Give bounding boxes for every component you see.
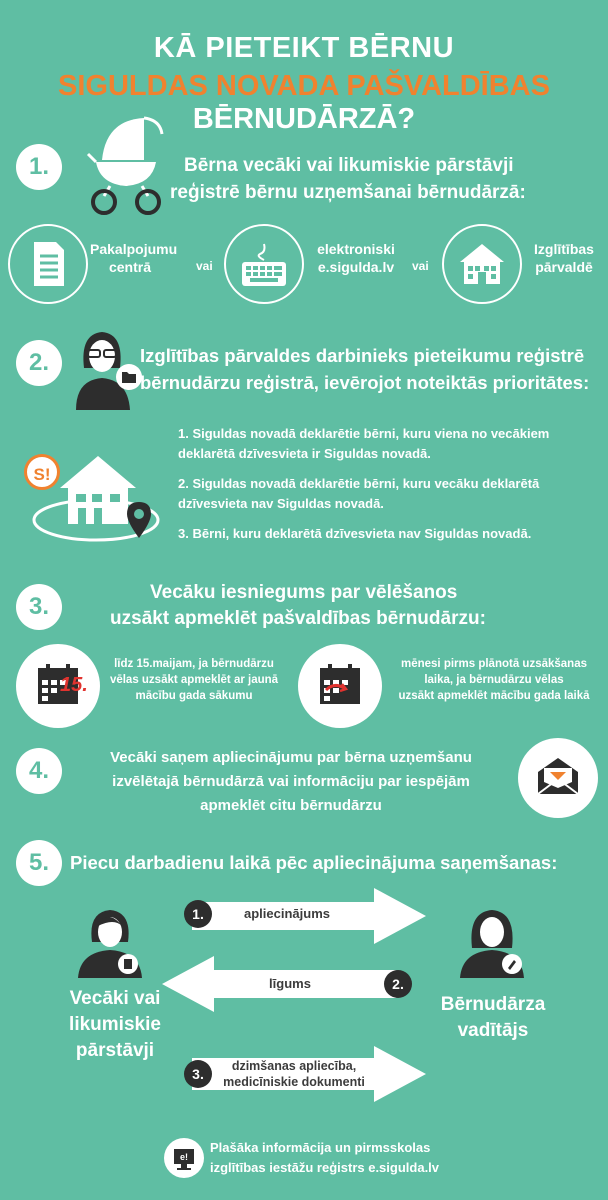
priority-1-line2: deklarētā dzīvesvieta ir Siguldas novadā. — [178, 446, 431, 461]
folder-icon — [116, 364, 142, 390]
arrow-3-label-line1: dzimšanas apliecība, — [231, 1059, 357, 1073]
priority-1-line1: 1. Siguldas novadā deklarētie bērni, kuru viena no vecākiem — [178, 426, 550, 441]
computer-icon — [164, 1138, 204, 1178]
arrow-2-label: līgums — [269, 976, 311, 991]
document-icon — [8, 224, 88, 304]
deadline-a-line3: mācību gada sākumu — [135, 690, 253, 702]
or-text-1: vai — [196, 259, 213, 273]
envelope-icon — [518, 738, 598, 818]
computer-icon-text: e! — [179, 1152, 189, 1162]
deadline-b-line2: laika, ja bērnudārzu vēlas — [424, 674, 564, 686]
deadline-a-line1: līdz 15.maijam, ja bērnudārzu — [114, 658, 274, 670]
option-1-line2: centrā — [108, 259, 152, 275]
priority-list — [178, 424, 549, 544]
step-5-text: Piecu darbadienu laikā pēc apliecinājuma saņemšanas: — [70, 852, 558, 873]
option-3-line1: Izglītības — [534, 241, 594, 257]
step-5-number: 5. — [16, 840, 62, 886]
arrow-1-label: apliecinājums — [244, 906, 330, 921]
step-3-text-line1: Vecāku iesniegums par vēlēšanos — [150, 582, 458, 603]
stroller-icon — [82, 112, 172, 217]
deadline-a-line2: vēlas uzsākt apmeklēt ar jaunā — [109, 674, 279, 686]
location-pin-icon — [125, 500, 153, 540]
arrow-3-number: 3. — [184, 1060, 212, 1088]
subtitle-white: BĒRNUDĀRZĀ? — [192, 103, 416, 135]
keyboard-icon — [224, 224, 304, 304]
role-parent-line1: Vecāki vai — [69, 988, 161, 1009]
or-text-2: vai — [412, 259, 429, 273]
role-director-line2: vadītājs — [457, 1020, 529, 1041]
step-3-number: 3. — [16, 584, 62, 630]
footer-line1: Plašāka informācija un pirmsskolas — [210, 1140, 431, 1155]
siguldas-badge: S! — [24, 454, 60, 490]
deadline-b-line1: mēnesi pirms plānotā uzsākšanas — [401, 658, 587, 670]
step-4-number: 4. — [16, 748, 62, 794]
option-2-line2: e.sigulda.lv — [317, 259, 395, 275]
calendar-icon-2 — [298, 644, 382, 728]
step-4-text-line2: izvēlētajā bērnudārzā vai informāciju par iespējām — [112, 773, 470, 790]
option-1-line1: Pakalpojumu — [90, 241, 178, 257]
step-1-number: 1. — [16, 144, 62, 190]
step-1-text-line1: Bērna vecāki vai likumiskie pārstāvji — [184, 155, 514, 176]
priority-2-line2: dzīvesvieta nav Siguldas novadā. — [178, 496, 384, 511]
role-director-line1: Bērnudārza — [440, 994, 546, 1015]
step-2-number: 2. — [16, 340, 62, 386]
person-icon-parent — [74, 908, 148, 978]
step-1-text-line2: reģistrē bērnu uzņemšanai bērnudārzā: — [170, 182, 526, 203]
page-title: KĀ PIETEIKT BĒRNU — [153, 32, 455, 64]
option-3-line2: pārvaldē — [535, 259, 593, 275]
building-icon — [442, 224, 522, 304]
subtitle-orange: SIGULDAS NOVADA PAŠVALDĪBAS — [58, 70, 550, 102]
step-2-text-line2: bērnudārzu reģistrā, ievērojot noteiktās prioritātes: — [140, 372, 590, 393]
calendar-mark: 15. — [60, 674, 88, 696]
footer-line2: izglītības iestāžu reģistrs e.sigulda.lv — [210, 1160, 440, 1175]
role-parent-line2: likumiskie — [69, 1014, 161, 1035]
role-parent-line3: pārstāvji — [75, 1040, 155, 1061]
priority-2-line1: 2. Siguldas novadā deklarētie bērni, kuru vecāku deklarētā — [178, 476, 540, 491]
option-2-line1: elektroniski — [317, 241, 395, 257]
step-2-text-line1: Izglītības pārvaldes darbinieks pieteikumu reģistrē — [140, 345, 585, 366]
arrow-2-number: 2. — [384, 970, 412, 998]
arrow-1-number: 1. — [184, 900, 212, 928]
step-4-text-line1: Vecāki saņem apliecinājumu par bērna uzņemšanu — [110, 749, 472, 766]
person-icon-director — [456, 908, 530, 978]
step-3-text-line2: uzsākt apmeklēt pašvaldības bērnudārzu: — [110, 608, 486, 629]
step-4-text-line3: apmeklēt citu bērnudārzu — [200, 797, 382, 814]
deadline-b-line3: uzsākt apmeklēt mācību gada laikā — [398, 690, 590, 702]
arrow-3-label-line2: medicīniskie dokumenti — [223, 1075, 365, 1089]
priority-3: 3. Bērni, kuru deklarētā dzīvesvieta nav Siguldas novadā. — [178, 526, 532, 541]
